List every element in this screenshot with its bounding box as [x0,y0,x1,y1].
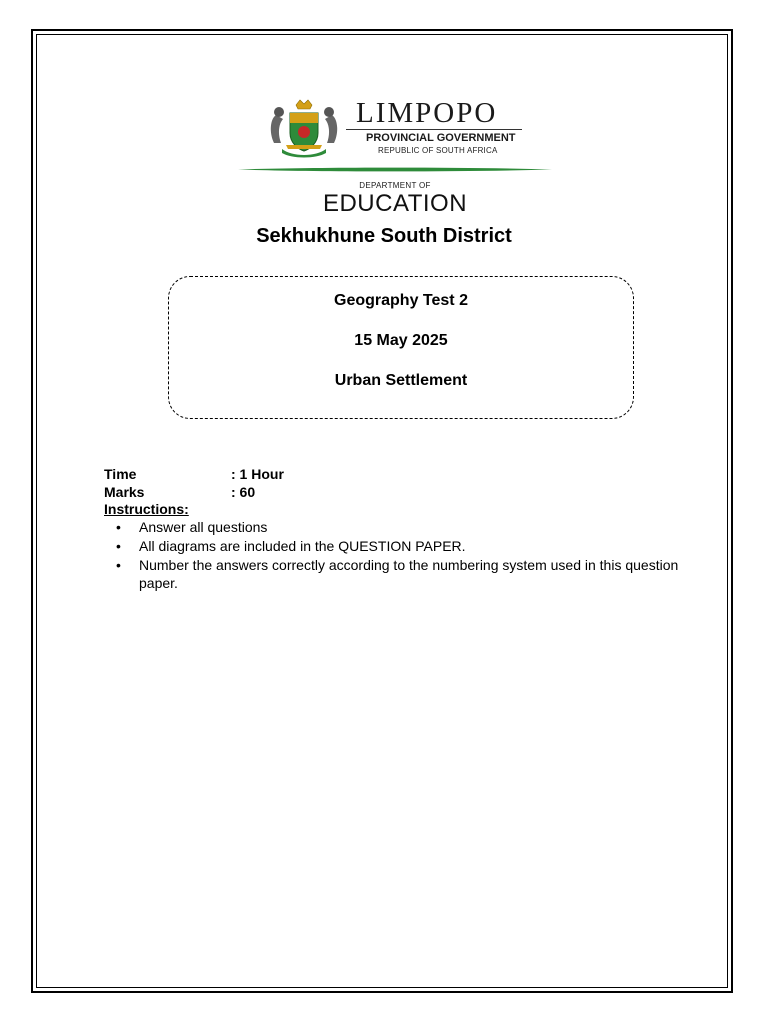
instructions-list [104,518,694,593]
marks-label: Marks [104,484,145,500]
department-label: DEPARTMENT OF [359,181,431,190]
marks-value: : 60 [231,484,256,500]
green-divider [238,167,552,172]
coat-of-arms-icon [266,99,342,159]
test-topic: Urban Settlement [334,372,468,389]
test-date: 15 May 2025 [354,332,448,349]
instruction-item: • All diagrams are included in the QUESTION PAPER. [104,537,694,555]
instruction-item: • Number the answers correctly according to the numbering system used in this question paper. [104,556,694,592]
brand-country: REPUBLIC OF SOUTH AFRICA [378,146,498,155]
brand-subtitle: PROVINCIAL GOVERNMENT [366,132,516,144]
time-row [104,466,284,482]
instructions-heading: Instructions: [104,501,189,517]
brand-rule [346,129,522,130]
marks-row [104,484,256,500]
department-name: EDUCATION [322,190,468,217]
test-subject: Geography Test 2 [334,292,468,309]
letterhead [230,95,560,225]
brand-name: LIMPOPO [356,97,498,129]
instruction-item: • Answer all questions [104,518,694,536]
time-label: Time [104,466,137,482]
time-value: : 1 Hour [231,466,284,482]
test-info-box [168,276,634,419]
district-title: Sekhukhune South District [256,225,512,247]
